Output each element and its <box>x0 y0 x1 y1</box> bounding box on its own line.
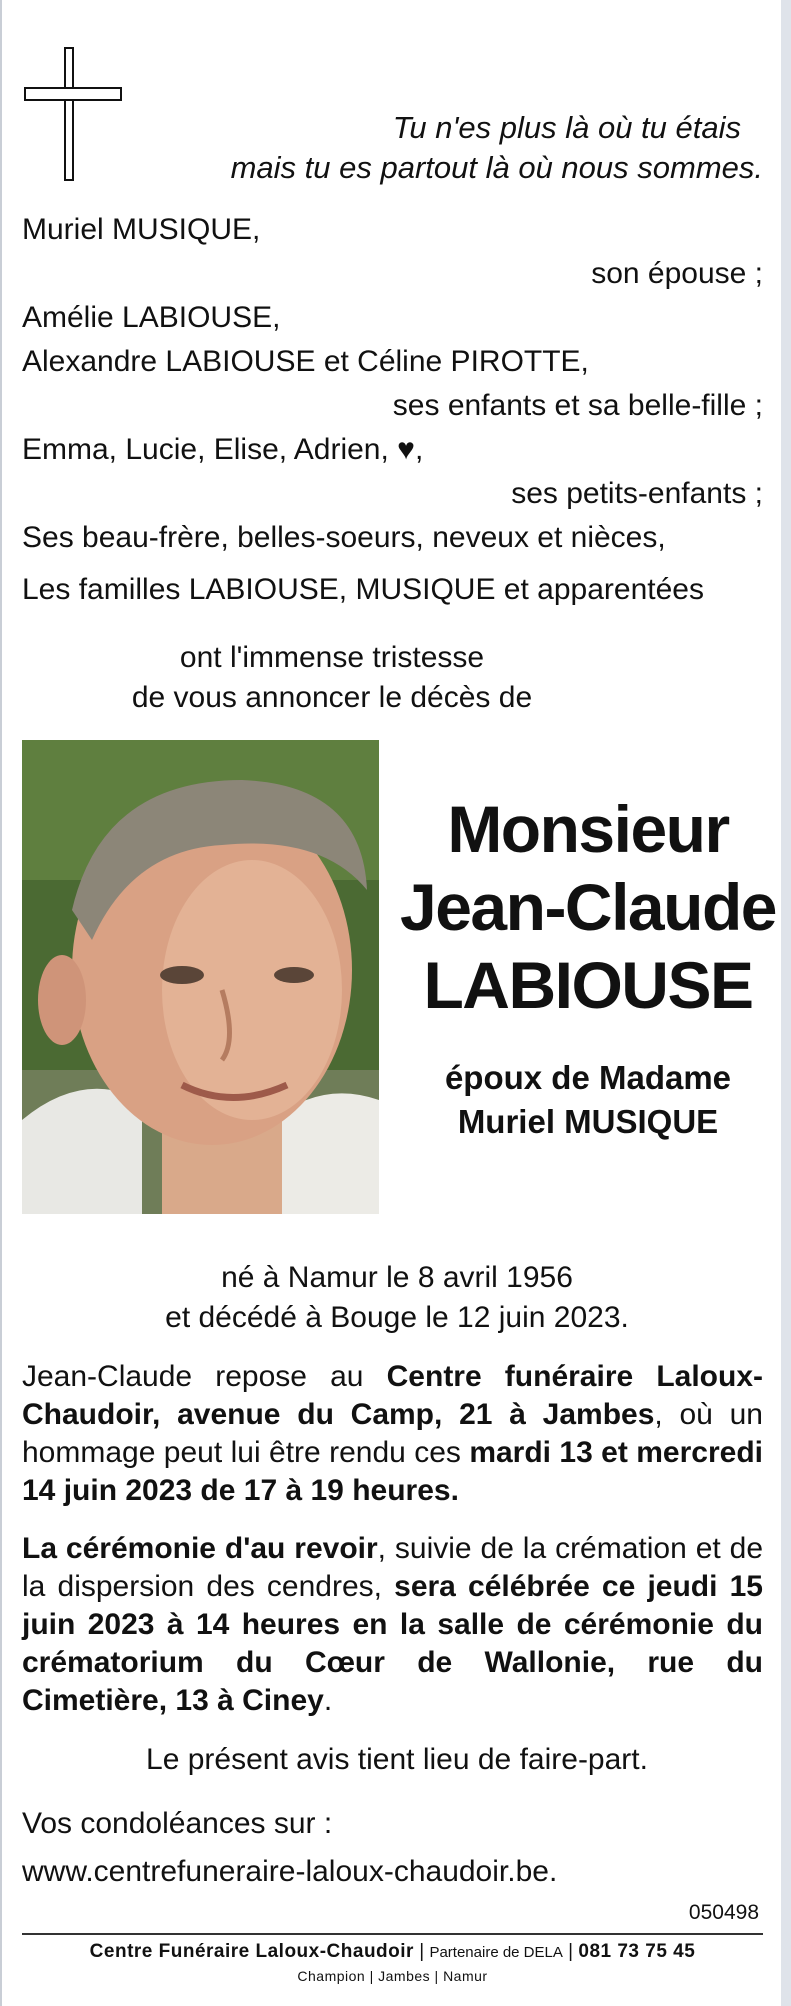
footer-main-line <box>22 1938 763 1967</box>
footer-divider <box>22 1933 763 1935</box>
footer-partner: Partenaire de DELA <box>429 1944 563 1961</box>
family-line: Les familles LABIOUSE, MUSIQUE et apparentées <box>22 573 704 606</box>
announcement-line: ont l'immense tristesse <box>179 641 485 674</box>
family-relation: son épouse ; <box>591 257 763 290</box>
faire-part-notice: Le présent avis tient lieu de faire-part. <box>146 1743 648 1776</box>
footer <box>22 1938 763 1985</box>
family-line: Amélie LABIOUSE, <box>22 301 281 334</box>
visitation-text: Jean-Claude repose au <box>22 1360 387 1393</box>
footer-separator: | <box>419 1941 425 1962</box>
deceased-honorific: Monsieur <box>447 792 729 866</box>
deceased-last-name: LABIOUSE <box>423 948 753 1022</box>
ceremony-paragraph <box>22 1530 763 1720</box>
visitation-dates: mardi 13 et mercredi 14 juin 2023 de 17 à 19 heures. <box>22 1436 763 1507</box>
announcement-text <box>102 638 562 718</box>
spouse-line <box>400 1056 776 1144</box>
condolences-label: Vos condoléances sur : <box>22 1807 333 1840</box>
family-list <box>22 208 763 612</box>
footer-separator: | <box>568 1941 574 1962</box>
ceremony-details: sera célébrée ce jeudi 15 juin 2023 à 14 heures en la salle de cérémonie du crématorium du Cœur de Wallonie, rue du Cimetière, 13 à Ciney <box>22 1570 763 1717</box>
birth-line: né à Namur le 8 avril 1956 <box>221 1261 573 1294</box>
footer-phone[interactable]: 081 73 75 45 <box>578 1941 696 1962</box>
family-line: Alexandre LABIOUSE et Céline PIROTTE, <box>22 345 589 378</box>
ceremony-title: La cérémonie d'au revoir <box>22 1532 378 1565</box>
death-line: et décédé à Bouge le 12 juin 2023. <box>165 1301 629 1334</box>
announcement-line: de vous annoncer le décès de <box>131 681 533 714</box>
family-relation: ses enfants et sa belle-fille ; <box>392 389 763 422</box>
epitaph-quote <box>123 108 763 188</box>
funeral-home-address: Centre funéraire Laloux-Chaudoir, avenue du Camp, 21 à Jambes <box>22 1360 763 1431</box>
family-line: Ses beau-frère, belles-soeurs, neveux et nièces, <box>22 521 666 554</box>
deceased-name-block <box>400 790 776 1144</box>
visitation-text: , où un hommage peut lui être rendu ces <box>22 1398 763 1469</box>
family-line: Emma, Lucie, Elise, Adrien, ♥, <box>22 433 424 466</box>
family-relation: ses petits-enfants ; <box>511 477 763 510</box>
deceased-first-name: Jean-Claude <box>400 870 776 944</box>
condolences-link[interactable]: www.centrefuneraire-laloux-chaudoir.be. <box>22 1855 558 1888</box>
ceremony-text-end: . <box>323 1684 333 1717</box>
cross-icon <box>24 47 122 183</box>
quote-line: mais tu es partout là où nous sommes. <box>230 150 763 185</box>
spouse-label: époux de Madame <box>444 1059 732 1096</box>
birth-death-dates <box>62 1258 732 1338</box>
footer-company: Centre Funéraire Laloux-Chaudoir <box>89 1941 414 1962</box>
spouse-name: Muriel MUSIQUE <box>457 1103 719 1140</box>
reference-number: 050498 <box>688 1901 759 1924</box>
condolences-block <box>22 1800 763 1896</box>
footer-locations: Champion | Jambes | Namur <box>297 1968 488 1984</box>
ceremony-text: , suivie de la crémation et de la dispersion des cendres, <box>22 1532 764 1603</box>
quote-line: Tu n'es plus là où tu étais <box>392 110 741 145</box>
family-line: Muriel MUSIQUE, <box>22 213 261 246</box>
visitation-paragraph <box>22 1358 763 1510</box>
deceased-photo <box>22 740 379 1214</box>
